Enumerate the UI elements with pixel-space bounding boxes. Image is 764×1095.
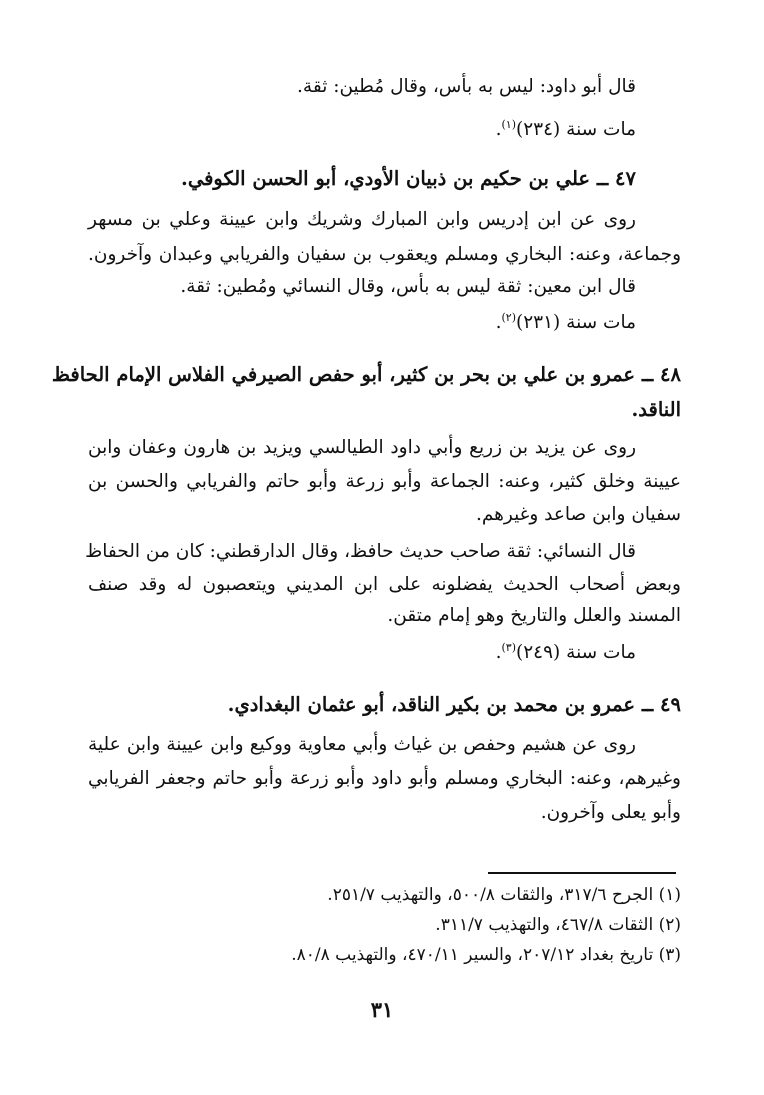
death-year: مات سنة (٢٤٩) — [516, 642, 636, 664]
page-number: ٣١ — [370, 997, 394, 1022]
text-line: روى عن هشيم وحفص بن غياث وأبي معاوية ووكيع وابن عيينة وابن علية — [88, 734, 636, 755]
text-line: وأبو يعلى وآخرون. — [540, 802, 681, 823]
period: . — [495, 119, 502, 141]
footnote-ref: (١) — [501, 118, 517, 131]
text-line — [0, 633, 636, 668]
text-line: عيينة وخلق كثير، وعنه: الجماعة وأبو زرعة وأبو حاتم والفريابي والحسن بن — [88, 471, 681, 492]
footnote-ref: (٣) — [501, 641, 517, 654]
text-line — [0, 303, 636, 338]
death-year: مات سنة (٢٣١) — [516, 312, 636, 334]
entry-heading: ٤٨ ــ عمرو بن علي بن بحر بن كثير، أبو حفص الصيرفي الفلاس الإمام الحافظ — [51, 363, 681, 386]
text-line: روى عن يزيد بن زريع وأبي داود الطيالسي ويزيد بن هارون وعفان وابن — [88, 437, 636, 458]
text-line — [0, 110, 636, 145]
footnote: (٢) الثقات ٤٦٧/٨، والتهذيب ٣١١/٧. — [435, 915, 681, 935]
period: . — [495, 642, 502, 664]
footnote-separator — [488, 872, 676, 874]
footnote: (٣) تاريخ بغداد ٢٠٧/١٢، والسير ٤٧٠/١١، والتهذيب ٨٠/٨. — [291, 945, 681, 965]
text-line: وغيرهم، وعنه: البخاري ومسلم وأبو داود وأبو زرعة وأبو حاتم وجعفر الفريابي — [88, 768, 681, 789]
entry-heading: الناقد. — [631, 398, 681, 421]
text-line: قال أبو داود: ليس به بأس، وقال مُطين: ثقة. — [297, 76, 636, 97]
text-line: المسند والعلل والتاريخ وهو إمام متقن. — [387, 605, 681, 626]
text-line: قال النسائي: ثقة صاحب حديث حافظ، وقال الدارقطني: كان من الحفاظ — [85, 541, 636, 562]
death-year: مات سنة (٢٣٤) — [516, 119, 636, 141]
entry-heading: ٤٩ ــ عمرو بن محمد بن بكير الناقد، أبو عثمان البغدادي. — [227, 693, 681, 716]
text-line: قال ابن معين: ثقة ليس به بأس، وقال النسائي ومُطين: ثقة. — [180, 276, 636, 297]
footnote: (١) الجرح ٣١٧/٦، والثقات ٥٠٠/٨، والتهذيب ٢٥١/٧. — [327, 885, 681, 905]
footnote-ref: (٢) — [501, 311, 517, 324]
entry-heading: ٤٧ ــ علي بن حكيم بن ذبيان الأودي، أبو الحسن الكوفي. — [181, 167, 636, 190]
period: . — [495, 312, 502, 334]
text-line: وبعض أصحاب الحديث يفضلونه على ابن المديني ويتعصبون له وقد صنف — [88, 574, 681, 595]
text-line: وجماعة، وعنه: البخاري ومسلم ويعقوب بن سفيان والفريابي وعبدان وآخرون. — [88, 244, 681, 265]
text-line: سفيان وابن صاعد وغيرهم. — [475, 504, 681, 525]
text-line: روى عن ابن إدريس وابن المبارك وشريك وابن عيينة وعلي بن مسهر — [88, 209, 636, 230]
